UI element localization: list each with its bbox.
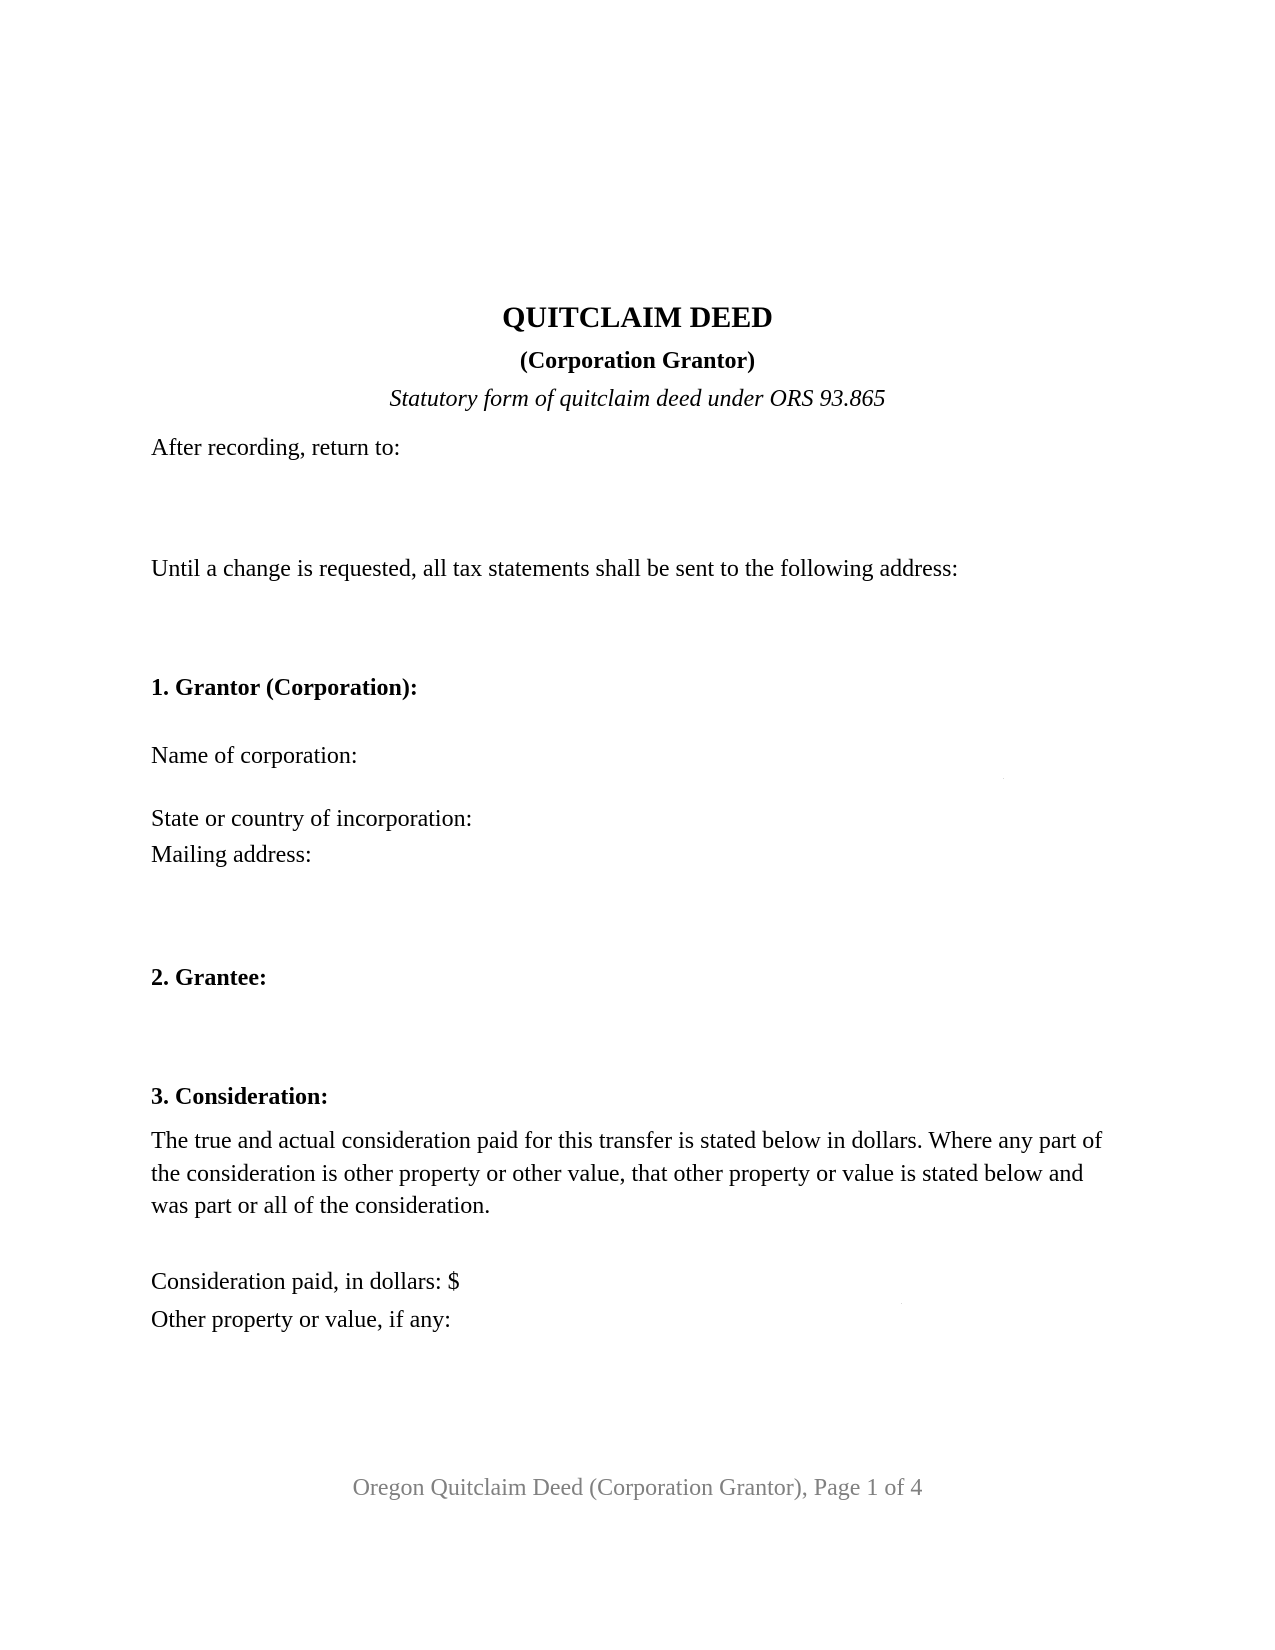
return-to-label: After recording, return to: [151,435,401,461]
grantor-heading: 1. Grantor (Corporation): [151,675,418,701]
corporation-name-label: Name of corporation: [151,743,358,769]
other-property-label: Other property or value, if any: [151,1307,451,1333]
document-subtitle: (Corporation Grantor) [519,348,756,374]
grantee-heading: 2. Grantee: [151,965,267,991]
scan-fleck [901,1303,902,1304]
statutory-note: Statutory form of quitclaim deed under ORS 93.865 [389,386,886,412]
page-footer: Oregon Quitclaim Deed (Corporation Grantor), Page 1 of 4 [352,1475,923,1501]
incorporation-state-label: State or country of incorporation: [151,806,473,832]
consideration-paragraph: The true and actual consideration paid for this transfer is stated below in dollars. Where any part of the consideration is other property or other value, that other property or value is stated below and was part or all of the consideration. [151,1128,1103,1219]
consideration-paid-label: Consideration paid, in dollars: $ [151,1269,460,1295]
consideration-heading: 3. Consideration: [151,1084,329,1110]
scan-fleck [1003,778,1004,779]
mailing-address-label: Mailing address: [151,842,312,868]
document-title: QUITCLAIM DEED [502,301,773,334]
tax-statement-label: Until a change is requested, all tax statements shall be sent to the following address: [151,556,959,582]
